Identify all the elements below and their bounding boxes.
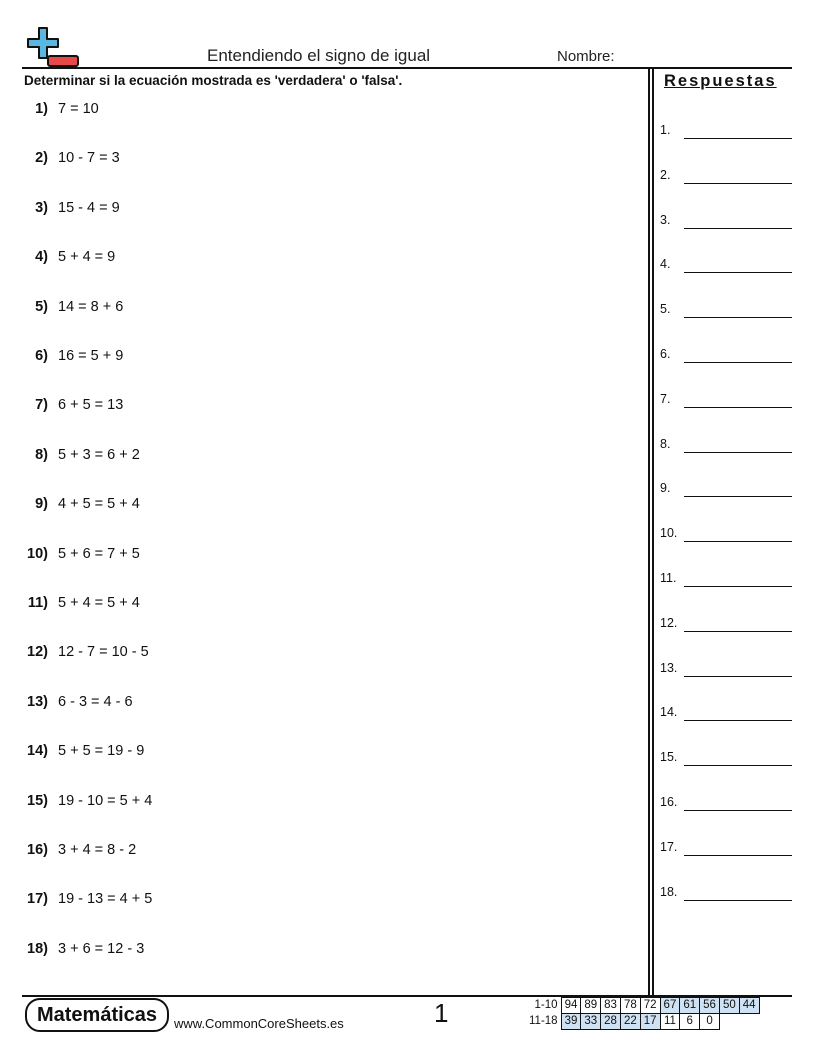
answer-number: 17. — [660, 839, 678, 854]
answer-blank[interactable] — [660, 526, 792, 542]
question-item — [24, 397, 123, 413]
answer-line — [684, 183, 792, 184]
answer-number: 1. — [660, 123, 671, 137]
question-equation: 16 = 5 + 9 — [58, 348, 124, 364]
page-number: 1 — [434, 998, 449, 1028]
answer-blank[interactable] — [660, 795, 792, 811]
answer-line — [684, 541, 792, 542]
question-item — [24, 447, 140, 463]
answer-blank[interactable] — [660, 437, 792, 453]
question-item — [24, 644, 149, 660]
question-equation: 19 - 10 = 5 + 4 — [58, 792, 153, 809]
question-equation: 15 - 4 = 9 — [58, 199, 120, 216]
question-item — [24, 891, 152, 907]
score-row — [529, 1014, 759, 1030]
answer-line — [684, 720, 792, 721]
question-equation: 3 + 4 = 8 - 2 — [58, 842, 137, 858]
question-item — [24, 101, 99, 117]
score-cell: 50 — [719, 998, 739, 1014]
question-equation: 5 + 6 = 7 + 5 — [58, 545, 140, 562]
score-cell: 83 — [601, 998, 621, 1014]
question-number: 15) — [27, 792, 48, 809]
worksheet-title: Entendiendo el signo de igual — [207, 46, 431, 65]
question-item — [24, 793, 152, 809]
answer-line — [684, 631, 792, 632]
answer-number: 8. — [660, 436, 671, 451]
question-equation: 7 = 10 — [58, 101, 99, 117]
name-label: Nombre: — [557, 48, 615, 65]
question-item — [24, 941, 144, 957]
answer-column-divider — [648, 68, 650, 996]
question-equation: 12 - 7 = 10 - 5 — [58, 644, 149, 661]
answer-line — [684, 586, 792, 587]
answer-number: 9. — [660, 481, 671, 496]
score-cell: 28 — [601, 1014, 621, 1030]
answer-blank[interactable] — [660, 616, 792, 632]
answer-line — [684, 228, 792, 229]
answer-number: 4. — [660, 257, 671, 272]
answer-blank[interactable] — [660, 123, 792, 139]
question-item — [24, 200, 120, 216]
header-divider — [22, 67, 792, 69]
answer-number: 16. — [660, 795, 678, 809]
score-cell: 44 — [739, 998, 759, 1014]
question-number: 17) — [27, 891, 48, 908]
answer-number: 6. — [660, 347, 671, 361]
question-item — [24, 842, 136, 858]
question-number: 9) — [35, 496, 48, 513]
question-equation: 5 + 5 = 19 - 9 — [58, 743, 145, 760]
answer-column-divider-inner — [652, 68, 654, 996]
answer-blank[interactable] — [660, 392, 792, 408]
answer-number: 13. — [660, 660, 678, 675]
score-cell: 22 — [620, 1014, 640, 1030]
question-equation: 14 = 8 + 6 — [58, 298, 124, 315]
score-range-label: 1-10 — [534, 999, 558, 1011]
answer-line — [684, 317, 792, 318]
answer-blank[interactable] — [660, 481, 792, 497]
answer-line — [684, 496, 792, 497]
question-number: 8) — [35, 446, 48, 463]
score-cell: 33 — [581, 1014, 601, 1030]
question-equation: 6 - 3 = 4 - 6 — [58, 693, 133, 710]
instructions: Determinar si la ecuación mostrada es 'verdadera' o 'falsa'. — [24, 73, 403, 88]
question-item — [24, 694, 133, 710]
answer-line — [684, 900, 792, 901]
question-number: 6) — [35, 348, 48, 364]
score-cell: 61 — [680, 998, 700, 1014]
question-item — [24, 496, 140, 512]
answer-line — [684, 855, 792, 856]
question-equation: 19 - 13 = 4 + 5 — [58, 891, 153, 908]
answer-line — [684, 810, 792, 811]
score-cell: 6 — [680, 1014, 700, 1030]
question-number: 4) — [35, 249, 48, 266]
score-cell: 78 — [620, 998, 640, 1014]
answer-number: 7. — [660, 391, 671, 406]
score-row — [529, 998, 759, 1014]
answer-blank[interactable] — [660, 885, 792, 901]
question-item — [24, 546, 140, 562]
question-number: 16) — [27, 842, 48, 858]
question-number: 1) — [35, 101, 48, 117]
question-equation: 5 + 4 = 9 — [58, 249, 116, 266]
answer-number: 5. — [660, 302, 671, 317]
answer-line — [684, 676, 792, 677]
question-number: 10) — [27, 545, 48, 562]
question-equation: 5 + 4 = 5 + 4 — [58, 595, 140, 611]
question-equation: 6 + 5 = 13 — [58, 397, 124, 414]
score-cell: 56 — [700, 998, 720, 1014]
score-table — [529, 997, 760, 1030]
answer-line — [684, 362, 792, 363]
score-cell: 72 — [640, 998, 660, 1014]
website-url: www.CommonCoreSheets.es — [174, 1016, 344, 1031]
question-equation: 10 - 7 = 3 — [58, 150, 120, 167]
question-number: 13) — [27, 693, 48, 710]
answer-blank[interactable] — [660, 168, 792, 184]
question-item — [24, 249, 115, 265]
question-equation: 5 + 3 = 6 + 2 — [58, 446, 140, 463]
question-item — [24, 348, 123, 364]
answer-blank[interactable] — [660, 661, 792, 677]
answer-line — [684, 272, 792, 273]
score-cell: 0 — [700, 1014, 720, 1030]
answer-blank[interactable] — [660, 705, 792, 721]
question-number: 18) — [27, 940, 48, 957]
answer-blank[interactable] — [660, 840, 792, 856]
answer-line — [684, 138, 792, 139]
brand-badge: Matemáticas — [25, 998, 169, 1032]
question-item — [24, 299, 123, 315]
answer-blank[interactable] — [660, 750, 792, 766]
question-item — [24, 150, 120, 166]
question-item — [24, 595, 140, 611]
answer-number: 10. — [660, 526, 678, 541]
answer-number: 2. — [660, 167, 671, 182]
answer-blank[interactable] — [660, 347, 792, 363]
score-cell: 89 — [581, 998, 601, 1014]
answer-number: 15. — [660, 750, 678, 765]
score-range-label: 11-18 — [529, 1015, 558, 1027]
answer-blank[interactable] — [660, 302, 792, 318]
score-cell: 11 — [660, 1014, 680, 1030]
question-number: 2) — [35, 150, 48, 167]
answer-blank[interactable] — [660, 257, 792, 273]
score-cell: 39 — [561, 1014, 581, 1030]
score-cell: 67 — [660, 998, 680, 1014]
plus-minus-logo-icon — [22, 26, 80, 68]
score-cell: 17 — [640, 1014, 660, 1030]
question-number: 3) — [35, 199, 48, 216]
question-number: 14) — [27, 743, 48, 760]
question-number: 12) — [27, 644, 48, 661]
answers-heading: Respuestas — [664, 72, 777, 90]
answer-number: 18. — [660, 884, 678, 899]
answer-line — [684, 452, 792, 453]
question-item — [24, 743, 144, 759]
answer-line — [684, 765, 792, 766]
score-cell: 94 — [561, 998, 581, 1014]
question-equation: 4 + 5 = 5 + 4 — [58, 496, 140, 513]
question-number: 5) — [35, 298, 48, 315]
question-equation: 3 + 6 = 12 - 3 — [58, 940, 145, 957]
question-number: 7) — [35, 397, 48, 414]
answer-number: 11. — [660, 571, 677, 585]
question-number: 11) — [27, 595, 48, 611]
answer-blank[interactable] — [660, 213, 792, 229]
answer-line — [684, 407, 792, 408]
answer-number: 3. — [660, 212, 671, 227]
answer-number: 12. — [660, 615, 678, 630]
answer-blank[interactable] — [660, 571, 792, 587]
answer-number: 14. — [660, 705, 678, 720]
